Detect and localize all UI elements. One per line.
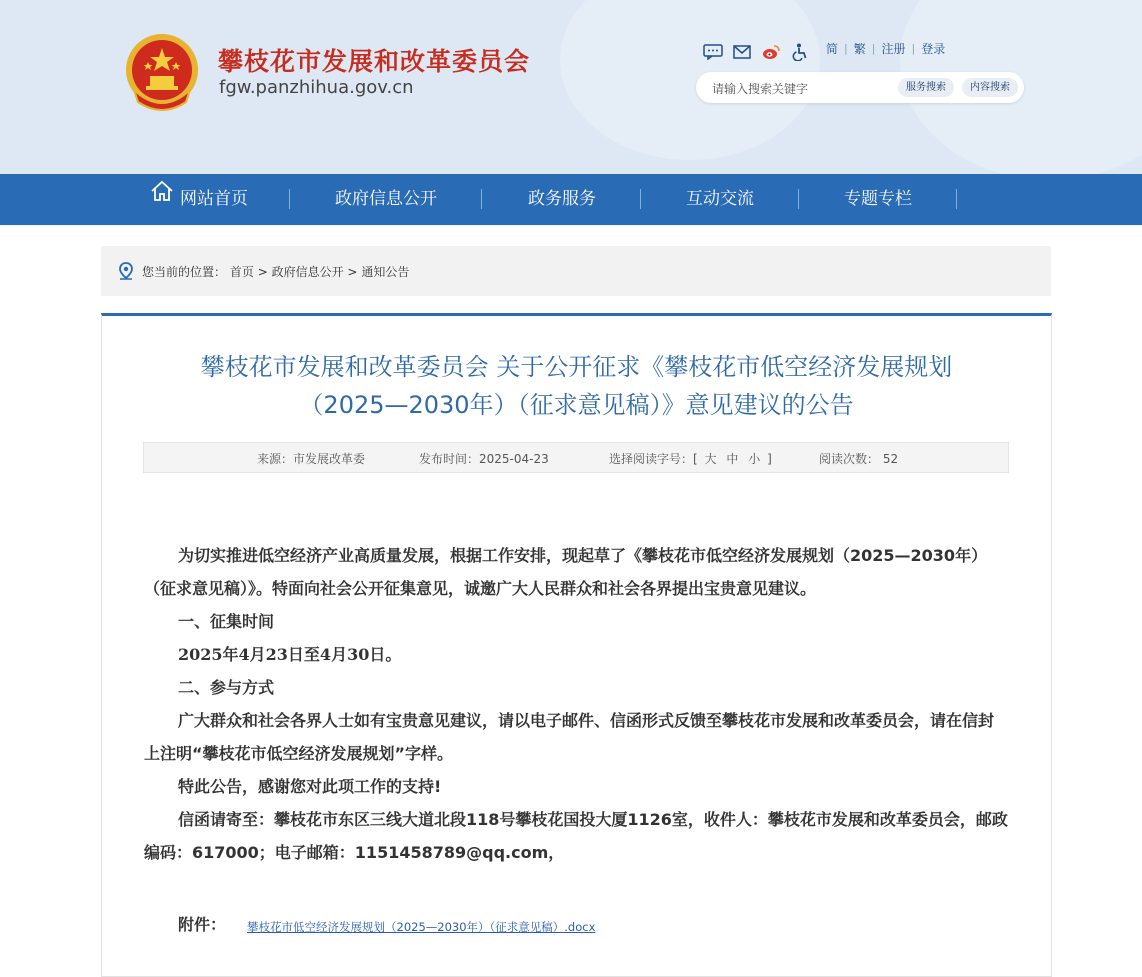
breadcrumb (101, 246, 1051, 296)
meta-source-value: 市发展改革委 (293, 452, 366, 466)
mail-icon[interactable] (731, 42, 753, 62)
breadcrumb-gov-info[interactable]: 政府信息公开 (271, 265, 344, 279)
search-input[interactable] (710, 78, 894, 99)
weibo-icon[interactable] (760, 42, 782, 62)
divider: | (844, 42, 848, 55)
register-link[interactable]: 注册 (881, 42, 906, 56)
article-meta (143, 442, 1009, 473)
login-link[interactable]: 登录 (921, 42, 946, 56)
participation-paragraph: 广大群众和社会各界人士如有宝贵意见建议，请以电子邮件、信函形式反馈至攀枝花市发展和改革委员会，请在信封上注明“攀枝花市低空经济发展规划”字样。 (144, 711, 995, 763)
font-size-large[interactable]: 大 (704, 452, 717, 466)
message-icon[interactable] (702, 42, 724, 62)
views-label: 阅读次数： (819, 452, 880, 466)
attachment-link[interactable]: 攀枝花市低空经济发展规划（2025—2030年）（征求意见稿）.docx (247, 920, 596, 934)
breadcrumb-separator: > (347, 265, 358, 279)
section-heading: 一、征集时间 (178, 612, 275, 631)
bracket: [ (693, 452, 698, 466)
breadcrumb-notices[interactable]: 通知公告 (361, 265, 410, 279)
site-title[interactable]: 攀枝花市发展和改革委员会 (218, 47, 531, 76)
closing-statement: 特此公告，感谢您对此项工作的支持! (178, 777, 442, 796)
main-nav (0, 174, 1142, 225)
meta-source-label: 来源： (257, 452, 294, 466)
article-body (144, 539, 1008, 869)
meta-views (819, 450, 898, 467)
bracket: ] (767, 452, 772, 466)
breadcrumb-separator: > (257, 265, 268, 279)
nav-divider (956, 189, 957, 209)
national-emblem-logo (124, 32, 200, 112)
nav-divider (289, 189, 290, 209)
divider: | (871, 42, 876, 55)
breadcrumb-home[interactable]: 首页 (229, 265, 254, 279)
service-search-button[interactable]: 服务搜索 (898, 78, 954, 97)
location-pin-icon (118, 262, 134, 284)
font-size-small[interactable]: 小 (748, 452, 761, 466)
font-size-medium[interactable]: 中 (726, 452, 739, 466)
nav-item-label: 网站首页 (180, 189, 248, 209)
simplified-chinese-link[interactable]: 简 (826, 42, 839, 56)
section-heading: 二、参与方式 (178, 678, 275, 697)
home-icon (150, 172, 174, 223)
article-title-line: 攀枝花市发展和改革委员会 关于公开征求《攀枝花市低空经济发展规划 (200, 353, 953, 381)
nav-item-home[interactable] (144, 174, 254, 225)
nav-item-services[interactable]: 政务服务 (528, 189, 596, 209)
collection-period: 2025年4月23日至4月30日。 (178, 645, 402, 664)
content-search-button[interactable]: 内容搜索 (962, 78, 1018, 97)
font-size-label: 选择阅读字号： (609, 452, 694, 466)
contact-address: 信函请寄至：攀枝花市东区三线大道北段118号攀枝花国投大厦1126室，收件人：攀枝花市发展和改革委员会，邮政编码：617000；电子邮箱：1151458789@qq.com， (144, 810, 1008, 862)
nav-item-topics[interactable]: 专题专栏 (844, 189, 912, 209)
article-container (101, 313, 1052, 977)
meta-font-size (609, 450, 772, 467)
views-count: 52 (882, 452, 899, 466)
meta-date-label: 发布时间： (419, 452, 480, 466)
article-title-line: （2025—2030年）（征求意见稿）》意见建议的公告 (299, 391, 854, 419)
article-title (142, 348, 1011, 424)
intro-paragraph: 为切实推进低空经济产业高质量发展，根据工作安排，现起草了《攀枝花市低空经济发展规划（2025—2030年）（征求意见稿）》。特面向社会公开征集意见，诚邀广大人民群众和社会各界提出宝贵意见建议。 (144, 546, 988, 598)
meta-source (257, 450, 365, 467)
search-box (696, 72, 1024, 103)
tool-icons (702, 42, 818, 62)
nav-divider (640, 189, 641, 209)
breadcrumb-label: 您当前的位置： (142, 265, 227, 279)
header-links (820, 40, 951, 57)
traditional-chinese-link[interactable]: 繁 (853, 42, 866, 56)
nav-item-gov-info[interactable]: 政府信息公开 (335, 189, 437, 209)
nav-divider (798, 189, 799, 209)
accessibility-icon[interactable] (789, 42, 811, 62)
nav-item-interaction[interactable]: 互动交流 (686, 189, 754, 209)
nav-divider (481, 189, 482, 209)
meta-date (419, 450, 549, 467)
meta-date-value: 2025-04-23 (479, 452, 549, 466)
header-banner (0, 0, 1142, 174)
attachment-label: 附件： (178, 915, 227, 934)
site-domain: fgw.panzhihua.gov.cn (219, 77, 414, 98)
divider: | (911, 42, 916, 55)
